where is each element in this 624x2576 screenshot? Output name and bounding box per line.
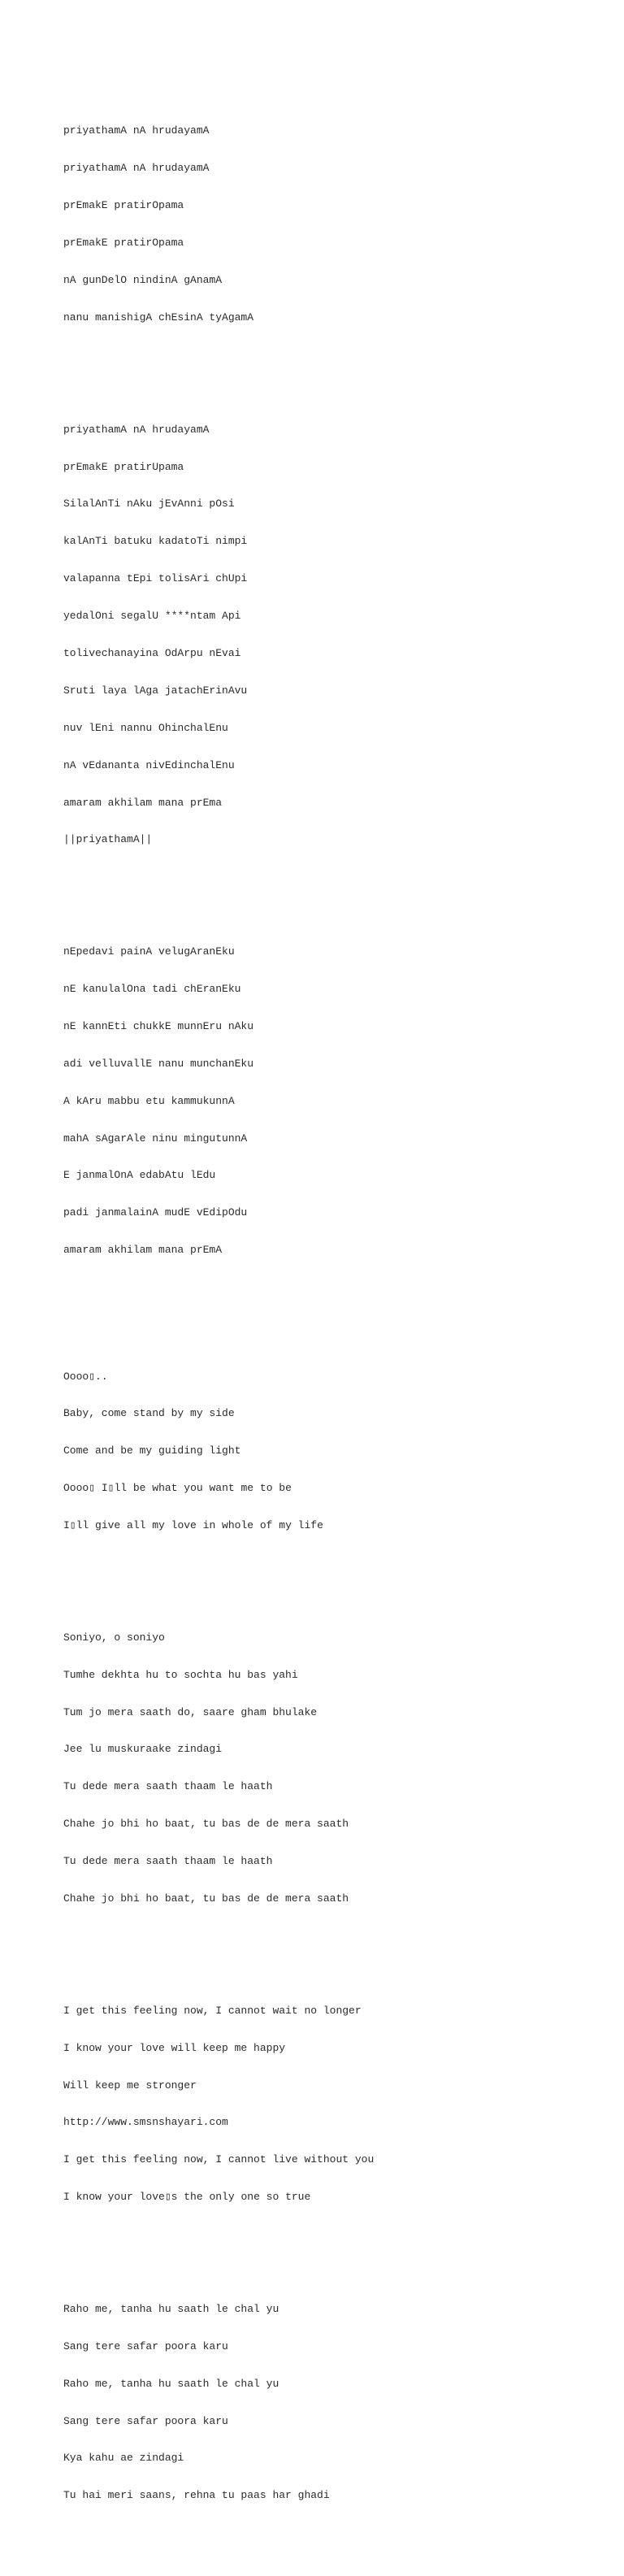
lyric-line: nA gunDelO nindinA gAnamA bbox=[63, 274, 223, 287]
lyric-line: Raho me, tanha hu saath le chal yu bbox=[63, 2377, 280, 2390]
stanza-4 bbox=[63, 1345, 374, 1557]
lyric-line: adi velluvallE nanu munchanEku bbox=[63, 1057, 254, 1070]
lyric-line: Sang tere safar poora karu bbox=[63, 2339, 228, 2352]
lyric-line: priyathamA nA hrudayamA bbox=[63, 124, 210, 137]
lyric-line: padi janmalainA mudE vEdipOdu bbox=[63, 1206, 248, 1219]
lyric-line: Tumhe dekhta hu to sochta hu bas yahi bbox=[63, 1668, 298, 1681]
lyric-line: Kya kahu ae zindagi bbox=[63, 2452, 184, 2465]
lyric-line: Tum jo mera saath do, saare gham bhulake bbox=[63, 1705, 318, 1718]
lyric-line: kalAnTi batuku kadatoTi nimpi bbox=[63, 535, 248, 548]
lyric-line: Come and be my guiding light bbox=[63, 1444, 241, 1457]
lyric-line: amaram akhilam mana prEma bbox=[63, 796, 223, 809]
lyric-line: I get this feeling now, I cannot wait no longer bbox=[63, 2004, 362, 2017]
lyric-line: priyathamA nA hrudayamA bbox=[63, 162, 210, 175]
lyric-line: Chahe jo bhi ho baat, tu bas de de mera saath bbox=[63, 1892, 349, 1905]
lyric-line: nuv lEni nannu OhinchalEnu bbox=[63, 721, 228, 734]
stanza-6 bbox=[63, 1979, 374, 2228]
lyric-line: yedalOni segalU ****ntam Api bbox=[63, 610, 241, 623]
lyric-line: Tu hai meri saans, rehna tu paas har ghadi bbox=[63, 2489, 330, 2502]
lyric-line: nE kanulalOna tadi chEranEku bbox=[63, 982, 241, 995]
lyric-line: Jee lu muskuraake zindagi bbox=[63, 1743, 223, 1756]
lyric-line: nEpedavi painA velugAranEku bbox=[63, 945, 235, 958]
lyric-line: I know your love▯s the only one so true bbox=[63, 2191, 311, 2204]
lyric-line: nanu manishigA chEsinA tyAgamA bbox=[63, 311, 254, 324]
lyric-line: I know your love will keep me happy bbox=[63, 2041, 286, 2054]
lyric-line: I▯ll give all my love in whole of my life bbox=[63, 1519, 323, 1532]
lyric-line: ||priyathamA|| bbox=[63, 833, 153, 846]
lyric-line: Oooo▯.. bbox=[63, 1370, 108, 1383]
lyric-line: valapanna tEpi tolisAri chUpi bbox=[63, 572, 248, 585]
lyric-line: Tu dede mera saath thaam le haath bbox=[63, 1780, 273, 1793]
stanza-1 bbox=[63, 100, 374, 349]
lyric-line: SilalAnTi nAku jEvAnni pOsi bbox=[63, 497, 235, 510]
lyric-line: prEmakE pratirOpama bbox=[63, 237, 184, 250]
lyric-line: amaram akhilam mana prEmA bbox=[63, 1244, 223, 1257]
stanza-5 bbox=[63, 1606, 374, 1930]
lyric-line: A kAru mabbu etu kammukunnA bbox=[63, 1094, 235, 1107]
lyric-line: Tu dede mera saath thaam le haath bbox=[63, 1855, 273, 1868]
lyric-line: Soniyo, o soniyo bbox=[63, 1631, 165, 1644]
stanza-2 bbox=[63, 398, 374, 871]
lyrics-text bbox=[63, 63, 374, 2576]
lyric-line: Will keep me stronger bbox=[63, 2079, 197, 2092]
stanza-7 bbox=[63, 2278, 374, 2526]
lyric-line: Sang tere safar poora karu bbox=[63, 2414, 228, 2427]
website-link: http://www.smsnshayari.com bbox=[63, 2116, 228, 2129]
lyric-line: nA vEdananta nivEdinchalEnu bbox=[63, 758, 235, 771]
lyric-line: Oooo▯ I▯ll be what you want me to be bbox=[63, 1482, 292, 1495]
lyric-line: tolivechanayina OdArpu nEvai bbox=[63, 646, 241, 659]
lyric-line: Sruti laya lAga jatachErinAvu bbox=[63, 684, 248, 697]
lyric-line: prEmakE pratirOpama bbox=[63, 199, 184, 212]
lyric-line: Baby, come stand by my side bbox=[63, 1407, 235, 1420]
lyric-line: priyathamA nA hrudayamA bbox=[63, 423, 210, 436]
lyric-line: nE kannEti chukkE munnEru nAku bbox=[63, 1019, 254, 1032]
lyric-line: prEmakE pratirUpama bbox=[63, 460, 184, 473]
lyric-line: mahA sAgarAle ninu mingutunnA bbox=[63, 1132, 248, 1145]
stanza-3 bbox=[63, 920, 374, 1281]
lyric-line: Raho me, tanha hu saath le chal yu bbox=[63, 2302, 280, 2315]
lyric-line: E janmalOnA edabAtu lEdu bbox=[63, 1169, 216, 1182]
lyric-line: I get this feeling now, I cannot live without you bbox=[63, 2153, 375, 2166]
lyric-line: Chahe jo bhi ho baat, tu bas de de mera saath bbox=[63, 1818, 349, 1831]
